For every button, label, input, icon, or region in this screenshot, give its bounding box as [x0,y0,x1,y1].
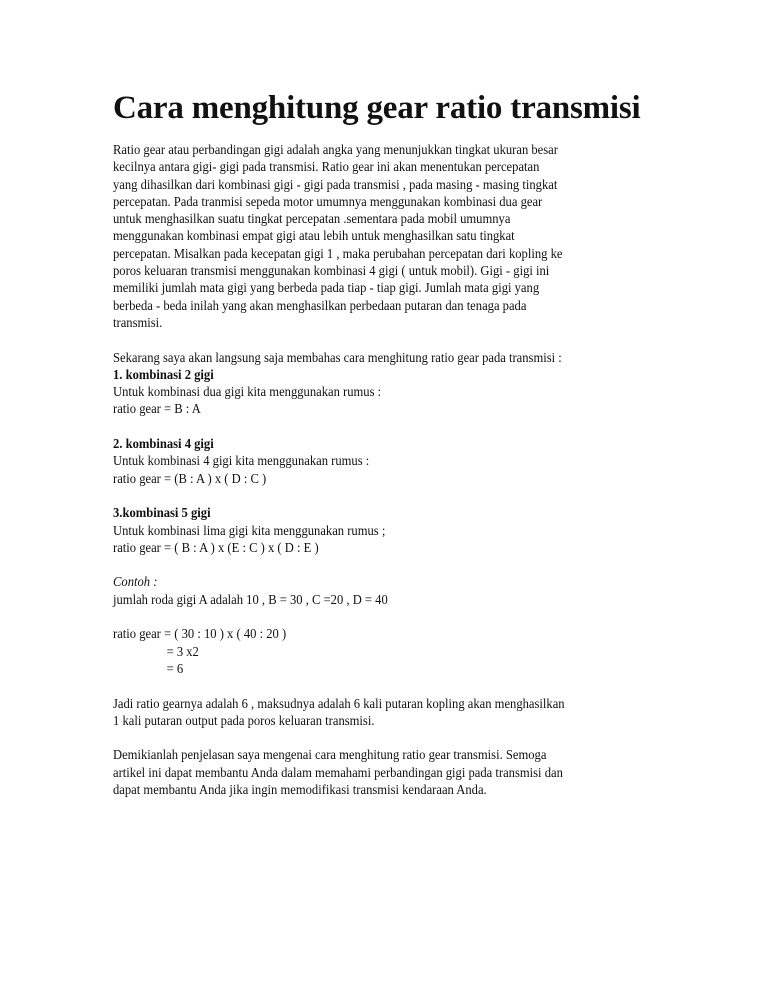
closing-line: Demikianlah penjelasan saya mengenai cara menghitung ratio gear transmisi. Semoga [113,747,547,763]
conclusion-line: 1 kali putaran output pada poros keluaran transmisi. [113,712,375,728]
closing-line: dapat membantu Anda jika ingin memodifikasi transmisi kendaraan Anda. [113,781,487,797]
intro-line: percepatan. Misalkan pada kecepatan gigi 1 , maka perubahan percepatan dari kopling ke [113,245,563,261]
conclusion-line: Jadi ratio gearnya adalah 6 , maksudnya adalah 6 kali putaran kopling akan menghasilkan [113,695,565,711]
intro-line: poros keluaran transmisi menggunakan kombinasi 4 gigi ( untuk mobil). Gigi - gigi ini [113,263,550,279]
document-body [113,141,658,798]
section-description: Untuk kombinasi dua gigi kita menggunakan rumus : [113,384,382,400]
intro-line: kecilnya antara gigi- gigi pada transmisi. Ratio gear ini akan menentukan percepatan [113,159,540,175]
intro-paragraph [113,141,658,331]
intro-line: yang dihasilkan dari kombinasi gigi - gigi pada transmisi , pada masing - masing tingkat [113,176,558,192]
document-title: Cara menghitung gear ratio transmisi [113,90,641,126]
closing-line: artikel ini dapat membantu Anda dalam memahami perbandingan gigi pada transmisi dan [113,764,563,780]
example-given: jumlah roda gigi A adalah 10 , B = 30 , C =20 , D = 40 [113,591,388,607]
section-formula: ratio gear = ( B : A ) x (E : C ) x ( D : E ) [113,539,319,555]
conclusion-paragraph [113,695,658,730]
closing-paragraph [113,746,658,798]
intro-line: percepatan. Pada tranmisi sepeda motor umumnya menggunakan kombinasi dua gear [113,193,543,209]
section-heading: 2. kombinasi 4 gigi [113,436,214,452]
intro-line: berbeda - beda inilah yang akan menghasilkan perbedaan putaran dan tenaga pada [113,297,527,313]
section-formula: ratio gear = (B : A ) x ( D : C ) [113,470,267,486]
example-calculation: ratio gear = ( 30 : 10 ) x ( 40 : 20 ) [113,626,287,642]
section-description: Untuk kombinasi 4 gigi kita menggunakan rumus : [113,453,370,469]
example-block [113,573,658,677]
intro-line: menggunakan kombinasi empat gigi atau lebih untuk menghasilkan satu tingkat [113,228,515,244]
lead-line: Sekarang saya akan langsung saja membahas cara menghitung ratio gear pada transmisi : [113,349,562,365]
intro-line: memiliki jumlah mata gigi yang berbeda pada tiap - tiap gigi. Jumlah mata gigi yang [113,280,540,296]
example-step: = 3 x2 [166,643,199,659]
intro-line: untuk menghasilkan suatu tingkat percepatan .sementara pada mobil umumnya [113,211,511,227]
intro-line: transmisi. [113,314,163,330]
example-label: Contoh : [113,574,158,590]
section-4-gear [113,435,658,487]
section-heading: 1. kombinasi 2 gigi [113,366,214,382]
section-5-gear [113,504,658,556]
example-result: = 6 [166,660,184,676]
section-2-gear [113,366,658,418]
section-heading: 3.kombinasi 5 gigi [113,505,211,521]
section-formula: ratio gear = B : A [113,401,201,417]
section-description: Untuk kombinasi lima gigi kita menggunakan rumus ; [113,522,386,538]
document-page [113,88,658,798]
intro-line: Ratio gear atau perbandingan gigi adalah angka yang menunjukkan tingkat ukuran besar [113,142,558,157]
